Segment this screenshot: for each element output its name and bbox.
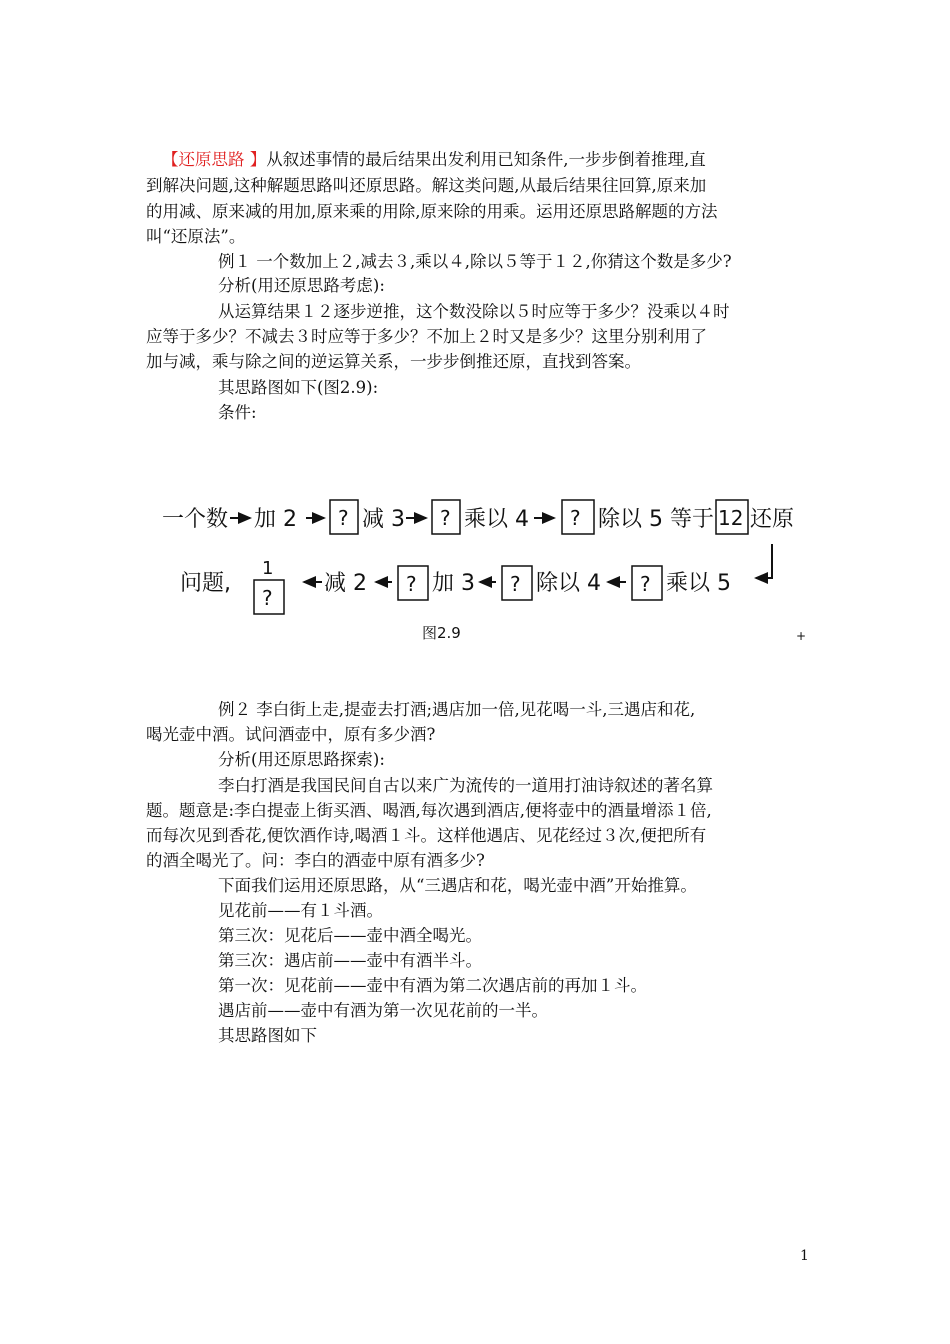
example-1-body-1: 从运算结果１２逐步逆推，这个数没除以５时应等于多少？没乘以４时	[218, 302, 730, 321]
example-2-step-5: 第一次：见花前——壶中有酒为第二次遇店前的再加１斗。	[218, 976, 647, 995]
example-2-question-2: 喝光壶中酒。试问酒壶中，原有多少酒?	[146, 725, 436, 744]
example-2-body-4: 的酒全喝光了。问：李白的酒壶中原有酒多少?	[146, 851, 485, 870]
figure-intro: 其思路图如下(图2.9):	[218, 378, 379, 397]
example-1-analysis: 分析(用还原思路考虑):	[218, 276, 385, 295]
intro-line-3: 的用减、原来减的用加,原来乘的用除,原来除的用乘。运用还原思路解题的方法	[146, 202, 718, 221]
example-1-body-3: 加与减，乘与除之间的逆运算关系，一步步倒推还原，直找到答案。	[146, 352, 641, 371]
page-number: 1	[800, 1248, 809, 1264]
diagram-op-div-5-equals: 除以 5 等于	[598, 507, 714, 532]
reasoning-diagram	[150, 490, 830, 650]
diagram-problem: 问题,	[180, 571, 231, 596]
diagram-op-mul-5: 乘以 5	[666, 571, 731, 596]
example-2-question-1: 例２ 李白街上走,提壶去打酒;遇店加一倍,见花喝一斗,三遇店和花,	[218, 700, 696, 719]
example-2-step-7: 其思路图如下	[218, 1026, 317, 1045]
intro-tag: 【还原思路 】	[162, 150, 267, 169]
unknown-mark: ?	[570, 506, 581, 530]
intro-line-4: 叫“还原法”。	[146, 227, 246, 246]
example-2-step-6: 遇店前——壶中有酒为第一次见花前的一半。	[218, 1001, 548, 1020]
condition-label: 条件:	[218, 403, 257, 422]
diagram-op-mul-4: 乘以 4	[464, 507, 529, 532]
example-2-analysis: 分析(用还原思路探索):	[218, 750, 385, 769]
unknown-mark: ?	[338, 506, 349, 530]
diagram-op-add-2: 加 2	[254, 507, 297, 532]
example-2-step-2: 见花前——有１斗酒。	[218, 901, 383, 920]
diagram-op-add-3: 加 3	[432, 571, 475, 596]
figure-caption: 图2.9	[422, 624, 461, 642]
intro-line-1: 【还原思路 】从叙述事情的最后结果出发利用已知条件,一步步倒着推理,直	[162, 150, 706, 169]
diagram-op-sub-3: 减 3	[362, 507, 405, 532]
unknown-mark: ?	[640, 572, 651, 596]
diagram-restore: 还原	[750, 507, 795, 532]
example-1-body-2: 应等于多少？不减去３时应等于多少？不加上２时又是多少？这里分别利用了	[146, 327, 707, 346]
diagram-op-div-4: 除以 4	[536, 571, 601, 596]
diagram-result: 12	[718, 506, 744, 530]
example-2-body-2: 题。题意是:李白提壶上街买酒、喝酒,每次遇到酒店,便将壶中的酒量增添１倍,	[146, 801, 712, 820]
unknown-mark: ?	[440, 506, 451, 530]
unknown-mark: ?	[262, 586, 273, 610]
example-1-question: 例１ 一个数加上２,减去３,乘以４,除以５等于１２,你猜这个数是多少?	[218, 252, 732, 271]
return-arrow	[756, 544, 772, 578]
example-2-step-1: 下面我们运用还原思路，从“三遇店和花，喝光壶中酒”开始推算。	[218, 876, 697, 895]
plus-mark: +	[796, 629, 807, 643]
example-2-body-1: 李白打酒是我国民间自古以来广为流传的一道用打油诗叙述的著名算	[218, 776, 713, 795]
diagram-start: 一个数	[162, 507, 229, 532]
diagram-answer: 1	[262, 558, 274, 579]
example-2-step-3: 第三次：见花后——壶中酒全喝光。	[218, 926, 482, 945]
unknown-mark: ?	[510, 572, 521, 596]
intro-line-2: 到解决问题,这种解题思路叫还原思路。解这类问题,从最后结果往回算,原来加	[146, 176, 707, 195]
example-2-step-4: 第三次：遇店前——壶中有酒半斗。	[218, 951, 482, 970]
unknown-mark: ?	[406, 572, 417, 596]
example-2-body-3: 而每次见到香花,便饮酒作诗,喝酒１斗。这样他遇店、见花经过３次,便把所有	[146, 826, 707, 845]
diagram-op-sub-2: 减 2	[324, 571, 367, 596]
